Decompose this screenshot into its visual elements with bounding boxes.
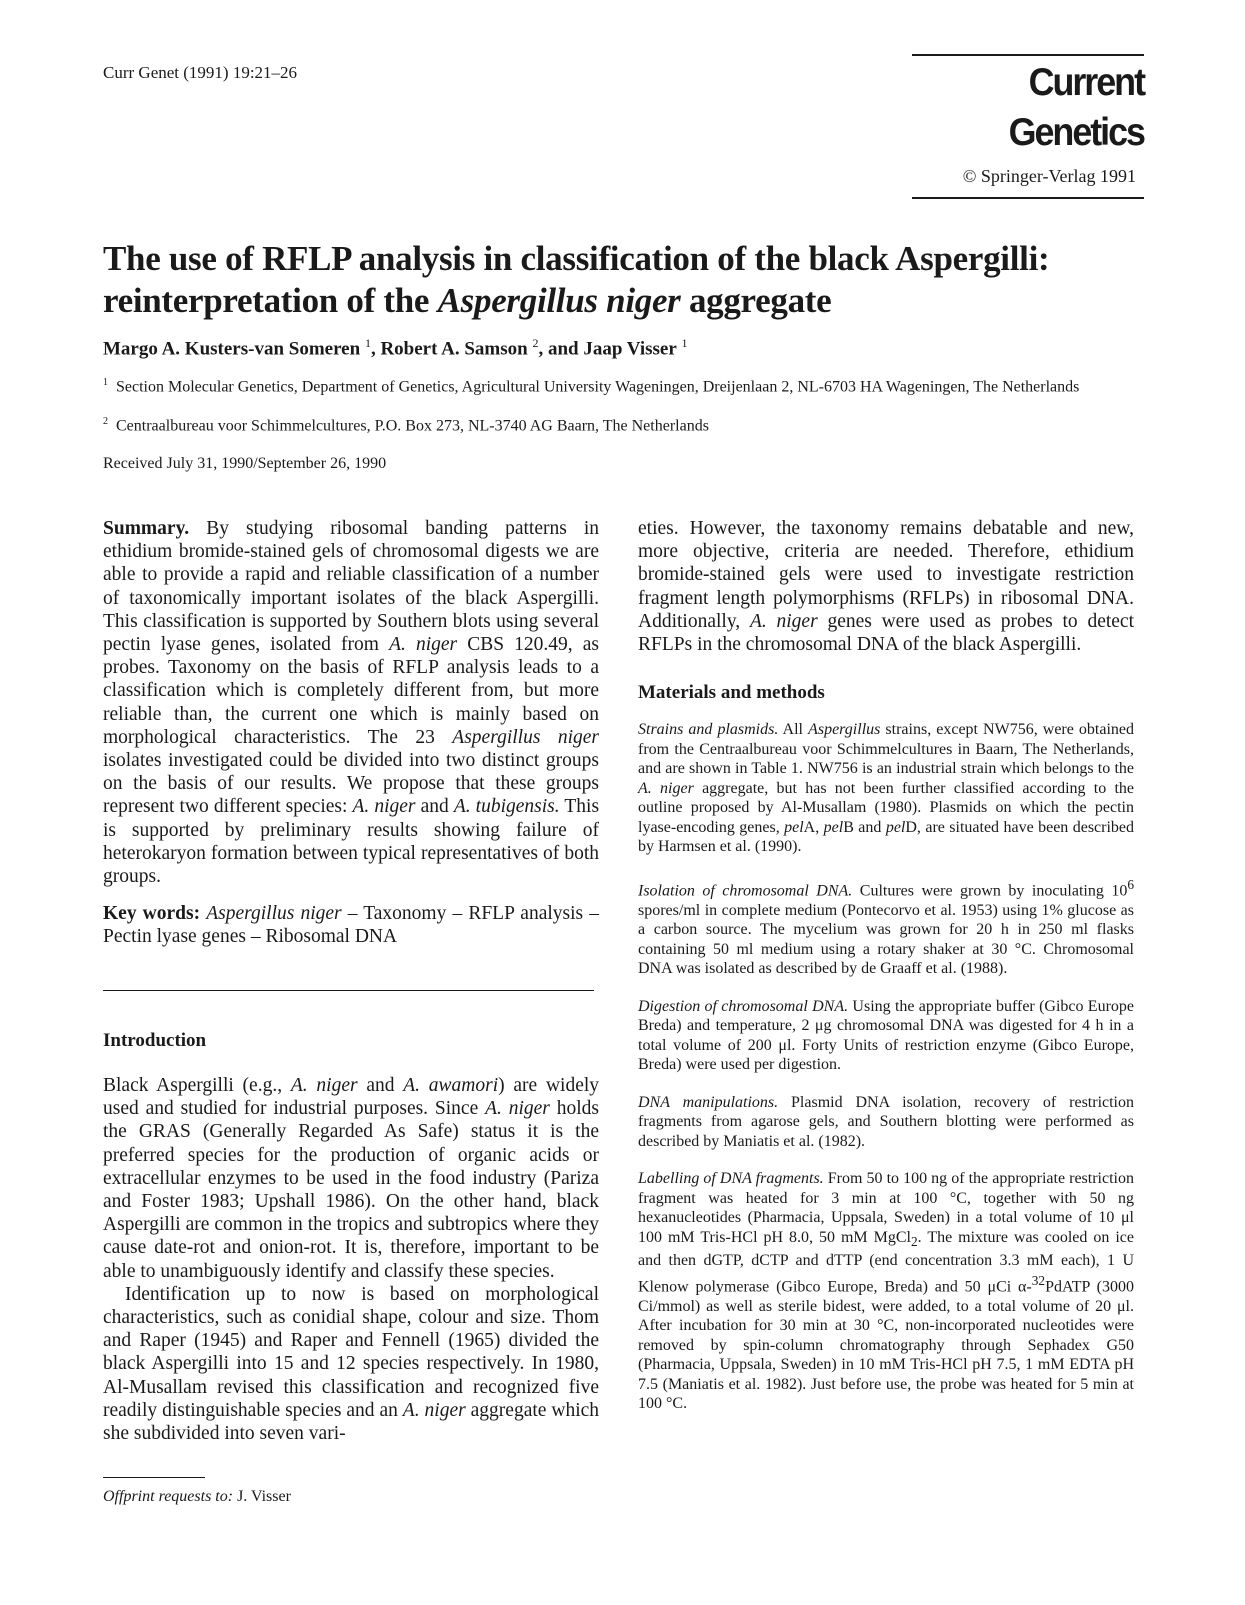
body-text: Using the appropriate buffer (Gibco Europe Breda) and temperature, 2 μg chromosomal DNA was digested for 4 h in a total volume of 200 μl. Forty Units of restriction enzyme (Gibco Europe, Breda) were used per digestion. <box>638 997 1135 1074</box>
affiliation-2-text: Centraalbureau voor Schimmelcultures, P.O. Box 273, NL-3740 AG Baarn, The Netherlands <box>116 417 709 435</box>
body-text: and <box>366 1075 395 1096</box>
methods-heading: Materials and methods <box>638 682 825 704</box>
masthead-bottom-rule <box>912 197 1144 199</box>
received-dates: Received July 31, 1990/September 26, 1990 <box>103 455 387 472</box>
masthead-top-rule <box>912 54 1144 56</box>
gene-name: pel <box>784 818 804 836</box>
species-name: A. niger <box>290 1075 358 1096</box>
affiliation-2-number: 2 <box>103 416 108 427</box>
intro-paragraph-2 <box>103 1283 599 1445</box>
body-text: B and <box>843 818 882 836</box>
affiliation-1 <box>103 373 1148 396</box>
author-2-affil: 2 <box>532 336 539 350</box>
species-name: A. niger <box>638 779 694 797</box>
superscript: 6 <box>1127 876 1135 892</box>
methods-strains <box>638 720 1134 857</box>
offprint-note <box>103 1488 291 1506</box>
summary-text: By studying ribosomal banding patterns in ethidium bromide-stained gels of chromosomal digests we are able to provide a rapid and reliable classification of a number of taxonomically important isolates of the black Aspergilli. This classification is supported by Southern blots using several pectin lyase genes, isolated from <box>103 518 600 656</box>
body-text: Black Aspergilli (e.g., <box>103 1075 283 1096</box>
affiliation-1-text: Section Molecular Genetics, Department of Genetics, Agricultural University Wageningen, Dreijenlaan 2, NL-6703 HA Wageningen, The Netherlands <box>116 378 1080 396</box>
body-text: strains, except NW756, were obtained from the Centraalbureau voor Schimmelcultures in Baarn, The Netherlands, and are shown in Table 1. NW756 is an industrial strain which belongs to the <box>638 721 1135 778</box>
introduction-body <box>103 1074 599 1445</box>
affiliation-1-number: 1 <box>103 377 108 388</box>
journal-citation: Curr Genet (1991) 19:21–26 <box>103 63 298 82</box>
summary-label: Summary. <box>103 518 190 539</box>
methods-isolation <box>638 875 1134 979</box>
gene-name: pel <box>885 818 906 836</box>
methods-dna-manipulations <box>638 1093 1134 1152</box>
body-text: aggregate which she subdivided into seven vari- <box>103 1399 600 1445</box>
body-text: Cultures were grown by inoculating 10 <box>859 882 1128 900</box>
body-text: spores/ml in complete medium (Pontecorvo et al. 1953) using 1% glucose as a carbon source. The mycelium was grown for 20 h in 250 ml flasks containing 50 ml medium using a rotary shaker at 30 °C. Chromosomal DNA was isolated as described by de Graaff et al. (1988). <box>638 901 1134 978</box>
summary-paragraph <box>103 517 599 888</box>
article-title <box>103 238 1148 322</box>
body-text: holds the GRAS (Generally Regarded As Safe) status it is the preferred species for the production of organic acids or extracellular enzymes to be used in the food industry (Pariza and Foster 1983; Upshall 1986). On the other hand, black Aspergilli are common in the tropics and subtropics where they cause date-rot and onion-rot. It is, therefore, important to be able to unambiguously identify and classify these species. <box>103 1098 600 1282</box>
title-line-2: reinterpretation of the <box>103 281 430 320</box>
footnote-rule <box>103 1477 205 1478</box>
publisher-copyright: © Springer-Verlag 1991 <box>962 166 1136 186</box>
gene-name: pel <box>823 818 844 836</box>
species-name: A. niger <box>352 796 416 818</box>
subsection-title: Strains and plasmids. <box>638 721 779 739</box>
species-name: A. niger <box>389 634 458 656</box>
species-name: Aspergillus niger <box>452 726 599 748</box>
keywords-label: Key words: <box>103 903 201 925</box>
offprint-name: J. Visser <box>237 1488 291 1505</box>
methods-digestion <box>638 997 1134 1075</box>
title-species: Aspergillus niger <box>437 281 681 320</box>
subsection-title: Labelling of DNA fragments. <box>638 1170 824 1188</box>
body-text: . The mixture was cooled on ice and then dGTP, dCTP and dTTP (end concentration 3.3 mM each), 1 U Klenow polymerase (Gibco Europe, Breda) and 50 μCi α- <box>638 1228 1134 1296</box>
body-text: ) are widely used and studied for industrial purposes. Since <box>103 1075 600 1120</box>
introduction-heading: Introduction <box>103 1030 207 1051</box>
body-text: genes were used as probes to detect RFLPs in the chromosomal DNA of the black Aspergilli. <box>638 610 1134 656</box>
species-name: Aspergillus niger <box>206 903 342 925</box>
title-line-1: The use of RFLP analysis in classification of the black Aspergilli: <box>103 239 1050 278</box>
title-line-2-end: aggregate <box>688 281 832 320</box>
species-name: Aspergillus <box>808 721 881 739</box>
intro-paragraph-1 <box>103 1074 599 1283</box>
methods-labelling <box>638 1169 1134 1414</box>
species-name: A. awamori <box>403 1075 499 1096</box>
summary-text: CBS 120.49, as probes. Taxonomy on the basis of RFLP analysis leads to a classification which is completely different from, but more reliable than, the current one which is mainly based on morphological characteristics. The 23 <box>103 634 600 748</box>
superscript: 32 <box>1031 1272 1046 1288</box>
species-name: A. niger <box>402 1399 466 1421</box>
journal-name: Current Genetics <box>1008 61 1144 154</box>
left-column <box>103 517 599 949</box>
summary-text: This is supported by preliminary results showing failure of heterokaryon formation between typical representatives of both groups. <box>103 796 600 888</box>
summary-text: and <box>420 796 449 818</box>
author-1-affil: 1 <box>364 336 371 350</box>
author-list: Margo A. Kusters-van Someren $^1$, Robert A. Samson $^2$, and Jaap Visser $^1$ <box>103 336 688 360</box>
keywords-text: – Taxonomy – RFLP analysis – Pectin lyase genes – Ribosomal DNA <box>103 903 599 948</box>
body-text: All <box>782 721 803 739</box>
offprint-label: Offprint requests to: <box>103 1488 234 1505</box>
subscript: 2 <box>910 1233 918 1249</box>
body-text: From 50 to 100 ng of the appropriate restriction fragment was heated for 3 min at 100 °C, together with 50 ng hexanucleotides (Pharmacia, Uppsala, Sweden) in a total volume of 10 μl 100 mM Tris-HCl pH 8.0, 50 mM MgCl <box>638 1170 1134 1246</box>
body-text: Plasmid DNA isolation, recovery of restriction fragments from agarose gels, and Southern blotting were performed as described by Maniatis et al. (1982). <box>638 1093 1135 1150</box>
author-3: and Jaap Visser <box>547 338 677 360</box>
body-text: PdATP (3000 Ci/mmol) as well as sterile bidest, were added, to a total volume of 20 μl. After incubation for 30 min at 30 °C, non-incorporated nucleotides were removed by spin-column chromatography through Sephadex G50 (Pharmacia, Uppsala, Sweden) in 10 mM Tris-HCl pH 7.5, 1 mM EDTA pH 7.5 (Maniatis et al. 1982). Just before use, the probe was heated for 5 min at 100 °C. <box>638 1278 1134 1413</box>
subsection-title: Digestion of chromosomal DNA. <box>638 997 849 1015</box>
body-text: D, are situated have been described by Harmsen et al. (1990). <box>638 818 1135 856</box>
summary-text: isolates investigated could be divided into two distinct groups on the basis of our results. We propose that these groups represent two different species: <box>103 750 599 818</box>
author-1: Margo A. Kusters-van Someren <box>103 338 361 360</box>
body-text: Identification up to now is based on morphological characteristics, such as conidial shape, colour and size. Thom and Raper (1945) and Raper and Fennell (1965) divided the black Aspergilli into 15 and 12 species respectively. In 1980, Al-Musallam revised this classification and recognized five readily distinguishable species and an <box>103 1283 599 1421</box>
species-name: A. tubigensis. <box>453 796 560 818</box>
species-name: A. niger <box>749 610 818 632</box>
subsection-title: Isolation of chromosomal DNA. <box>638 882 853 900</box>
body-text: aggregate, but has not been further classified according to the outline proposed by Al-Musallam (1980). Plasmids on which the pectin lyase-encoding genes, <box>638 779 1135 836</box>
right-column <box>638 517 1134 1414</box>
body-text: eties. However, the taxonomy remains debatable and new, more objective, criteria are needed. Therefore, ethidium bromide-stained gels were used to investigate restriction fragment length polymorphisms (RFLPs) in ribosomal DNA. Additionally, <box>638 518 1134 632</box>
author-2: Robert A. Samson <box>380 338 528 360</box>
body-text: A, <box>803 818 820 836</box>
journal-masthead <box>912 54 1144 199</box>
abstract-divider <box>103 990 594 991</box>
author-3-affil: 1 <box>681 336 688 350</box>
affiliation-2 <box>103 412 1148 435</box>
keywords <box>103 902 599 948</box>
subsection-title: DNA manipulations. <box>638 1093 779 1111</box>
species-name: A. niger <box>485 1098 550 1120</box>
intro-paragraph-3 <box>638 517 1134 656</box>
